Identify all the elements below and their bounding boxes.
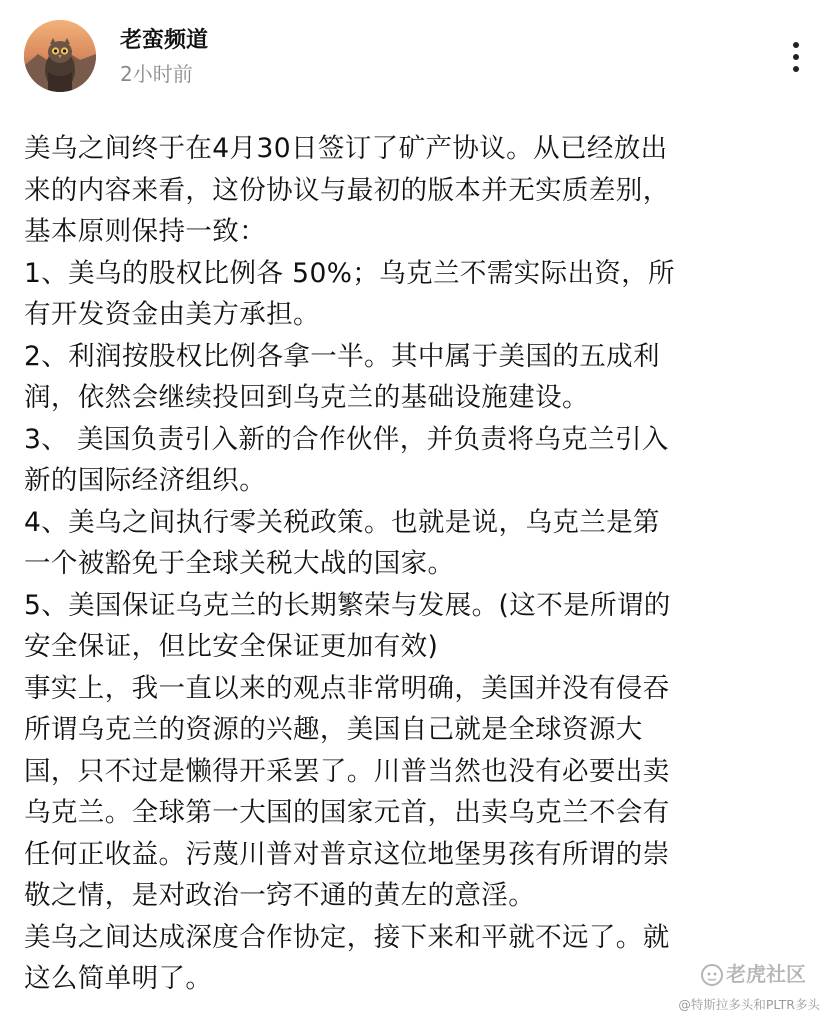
post-line: 5、美国保证乌克兰的长期繁荣与发展。(这不是所谓的 — [24, 589, 671, 621]
post-header — [0, 0, 828, 110]
owl-avatar-image — [24, 20, 96, 92]
post-line: 事实上，我一直以来的观点非常明确，美国并没有侵吞 — [24, 672, 670, 704]
post-line: 润，依然会继续投回到乌克兰的基础设施建设。 — [24, 382, 589, 413]
post-timestamp: 2小时前 — [120, 62, 193, 86]
post-line: 一个被豁免于全球关税大战的国家。 — [24, 548, 455, 579]
post-line: 任何正收益。污蔑川普对普京这位地堡男孩有所谓的崇 — [24, 838, 670, 870]
post-line: 敬之情，是对政治一窍不通的黄左的意淫。 — [24, 880, 536, 911]
post-line: 1、美乌的股权比例各 50%；乌克兰不需实际出资，所 — [24, 257, 676, 289]
brand-watermark — [700, 960, 820, 990]
post-line: 这么简单明了。 — [24, 963, 213, 994]
post-line: 美乌之间终于在4月30日签订了矿产协议。从已经放出 — [24, 133, 668, 164]
post-line: 美乌之间达成深度合作协定，接下来和平就不远了。就 — [24, 921, 670, 953]
post-line: 新的国际经济组织。 — [24, 465, 267, 496]
tiger-logo-icon — [700, 963, 724, 987]
watermark-brand-text: 老虎社区 — [726, 962, 806, 986]
post-line: 4、美乌之间执行零关税政策。也就是说，乌克兰是第 — [24, 506, 660, 538]
post-line: 2、利润按股权比例各拿一半。其中属于美国的五成利 — [24, 340, 660, 372]
post-line: 国，只不过是懒得开采罢了。川普当然也没有必要出卖 — [24, 755, 670, 787]
post-line: 来的内容来看，这份协议与最初的版本并无实质差别， — [24, 174, 670, 206]
post-line: 乌克兰。全球第一大国的国家元首，出卖乌克兰不会有 — [24, 797, 670, 828]
more-vertical-icon — [778, 36, 814, 80]
post-content — [24, 128, 794, 1000]
more-options-button[interactable] — [778, 36, 814, 80]
author-name[interactable]: 老蛮频道 — [120, 28, 209, 53]
post-line: 3、 美国负责引入新的合作伙伴，并负责将乌克兰引入 — [24, 423, 669, 455]
post-line: 有开发资金由美方承担。 — [24, 299, 320, 330]
post-line: 安全保证，但比安全保证更加有效) — [24, 631, 439, 662]
watermark-user-handle: @特斯拉多头和PLTR多头 — [678, 997, 820, 1012]
post-line: 基本原则保持一致： — [24, 216, 267, 247]
post-line: 所谓乌克兰的资源的兴趣，美国自己就是全球资源大 — [24, 714, 643, 745]
avatar[interactable] — [24, 20, 96, 92]
